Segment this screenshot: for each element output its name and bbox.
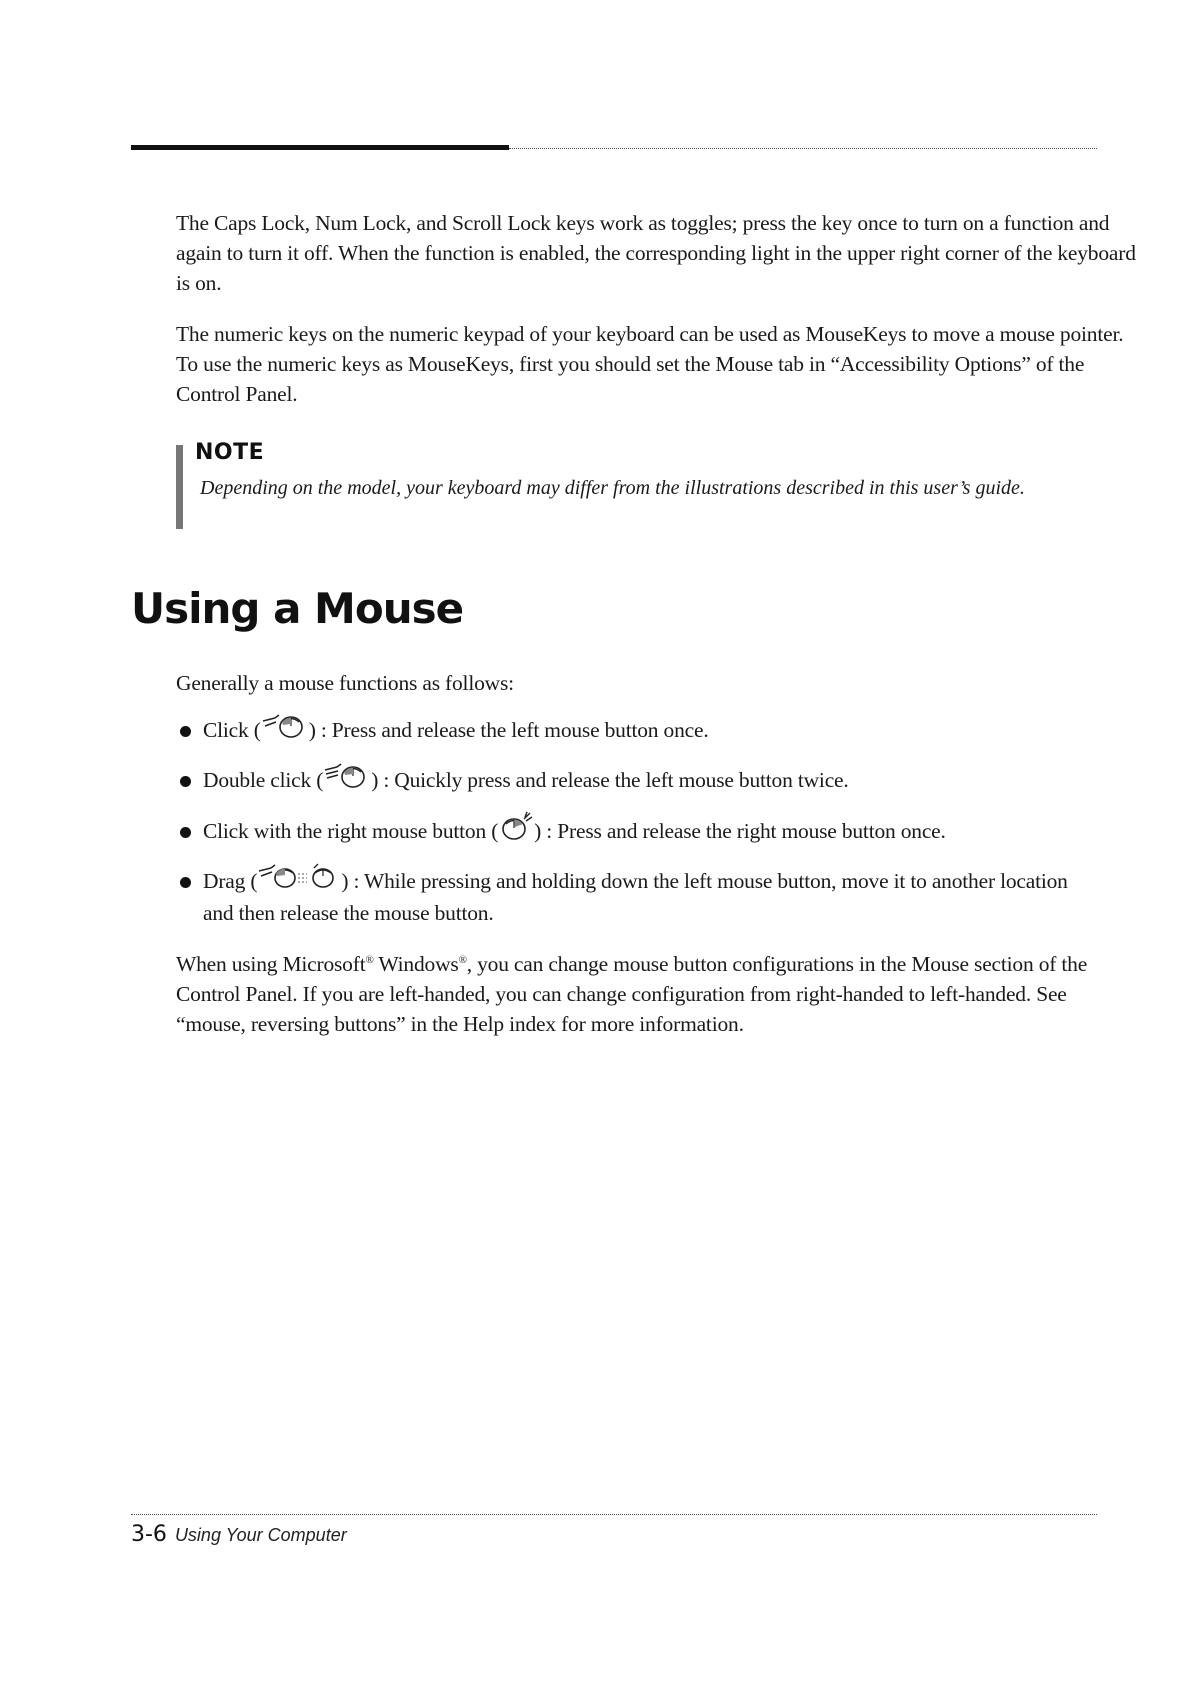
note-body: Depending on the model, your keyboard may differ from the illustrations described in this user’s guide. — [200, 477, 1025, 499]
page-number: 3-6 — [131, 1522, 167, 1547]
note-title: NOTE — [195, 440, 265, 465]
bullet-dot — [180, 776, 191, 787]
header-rule-dotted — [509, 148, 1097, 149]
footer-rule — [131, 1514, 1097, 1515]
page-footer — [131, 1522, 347, 1547]
item-text: ) : Press and release the left mouse button once. — [308, 718, 709, 742]
item-label: Click ( — [203, 718, 261, 742]
list-item-click — [176, 715, 1103, 746]
mouse-right-click-icon — [498, 811, 534, 849]
closing-text-3: , you can change mouse button configurations in the Mouse section of the Control Panel. If you are left-handed, you can change configuration from right-handed to left-handed. See “mouse, reversing buttons” in the Help index for more information. — [176, 952, 1088, 1036]
header-rule — [131, 145, 1097, 151]
note-bar — [176, 445, 183, 529]
list-item-right-click — [176, 816, 1103, 849]
paragraph-windows-config — [176, 949, 1136, 1039]
closing-text-2: Windows — [373, 952, 459, 976]
mouse-drag-icon — [257, 862, 341, 898]
bullet-dot — [180, 877, 191, 888]
item-text: ) : While pressing and holding down the left mouse button, move it to another location and then release the mouse button. — [203, 869, 1068, 926]
mouse-intro: Generally a mouse functions as follows: — [176, 671, 514, 695]
registered-mark: ® — [365, 953, 374, 966]
bullet-dot — [180, 726, 191, 737]
paragraph-mousekeys: The numeric keys on the numeric keypad of your keyboard can be used as MouseKeys to move a mouse pointer. To use the numeric keys as MouseKeys, first you should set the Mouse tab in “Accessibility Options” of the Control Panel. — [176, 322, 1124, 406]
chapter-title: Using Your Computer — [174, 1525, 347, 1545]
section-heading: Using a Mouse — [131, 584, 464, 633]
item-label: Click with the right mouse button ( — [203, 819, 499, 843]
header-rule-solid — [131, 145, 509, 150]
registered-mark: ® — [458, 953, 467, 966]
list-item-drag — [176, 866, 1103, 928]
item-label: Double click ( — [203, 768, 324, 792]
mouse-double-click-icon — [323, 762, 371, 796]
item-text: ) : Press and release the right mouse button once. — [534, 819, 946, 843]
item-label: Drag ( — [203, 869, 258, 893]
closing-text-1: When using Microsoft — [176, 952, 366, 976]
mouse-left-click-icon — [261, 712, 309, 746]
item-text: ) : Quickly press and release the left mouse button twice. — [371, 768, 849, 792]
paragraph-toggle-keys: The Caps Lock, Num Lock, and Scroll Lock keys work as toggles; press the key once to turn on a function and again to turn it off. When the function is enabled, the corresponding light in the upper right corner of the keyboard is on. — [176, 211, 1136, 295]
list-item-double-click — [176, 765, 1103, 796]
bullet-dot — [180, 827, 191, 838]
